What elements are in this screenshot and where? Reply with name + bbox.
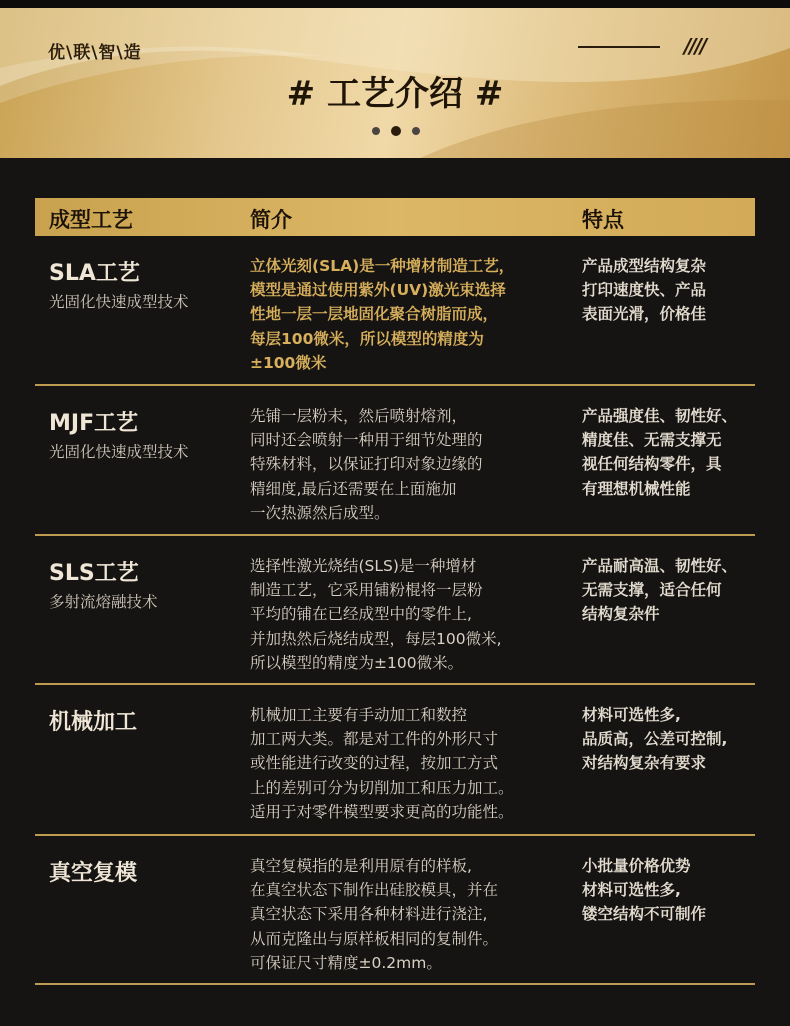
description-line: 在真空状态下制作出硅胶模具，并在 [250,881,499,900]
table-row [35,685,755,836]
decorative-slashes: //// [684,34,706,58]
process-name: 机械加工 [49,710,138,735]
description-line: 特殊材料，以保证打印对象边缘的 [250,455,483,474]
description-line: 每层100微米，所以模型的精度为 [250,329,484,348]
brand-name: 优\联\智\造 [48,43,142,63]
feature-line: 材料可选性多, [582,706,681,724]
description-line: 一次热源然后成型。 [250,503,390,522]
description-line: 精细度,最后还需要在上面施加 [250,479,457,498]
feature-line: 镂空结构不可制作 [582,905,707,924]
process-description [250,703,570,824]
process-features [582,703,762,776]
feature-line: 产品强度佳、韧性好、 [582,407,738,425]
feature-line: 小批量价格优势 [582,857,691,875]
carousel-dot-3[interactable] [412,127,420,135]
description-line: ±100微米 [250,353,327,372]
feature-line: 品质高，公差可控制, [582,730,728,749]
feature-line: 产品耐高温、韧性好、 [582,557,738,575]
description-line: 适用于对零件模型要求更高的功能性。 [250,802,514,821]
description-line: 制造工艺，它采用铺粉棍将一层粉 [250,581,483,600]
header-banner [0,8,790,158]
process-subtitle: 多射流熔融技术 [49,593,158,611]
description-line: 上的差别可分为切削加工和压力加工。 [250,778,514,797]
feature-line: 精度佳、无需支撑无 [582,431,722,450]
process-features [582,554,762,627]
description-line: 从而克隆出与原样板相同的复制件。 [250,929,499,948]
description-line: 立体光刻(SLA)是一种增材制造工艺， [250,257,515,275]
header-features: 特点 [582,208,624,232]
top-bar [0,0,790,8]
row-divider [35,983,755,985]
carousel-indicator[interactable] [370,126,430,136]
description-line: 选择性激光烧结(SLS)是一种增材 [250,557,477,575]
carousel-dot-1[interactable] [372,127,380,135]
table-row [35,836,755,985]
description-line: 并加热然后烧结成型，每层100微米, [250,629,502,648]
feature-line: 结构复杂件 [582,605,660,624]
feature-line: 有理想机械性能 [582,479,691,498]
description-line: 机械加工主要有手动加工和数控 [250,706,468,724]
description-line: 性地一层一层地固化聚合树脂而成， [250,305,499,324]
feature-line: 材料可选性多, [582,881,681,900]
feature-line: 无需支撑，适合任何 [582,581,722,600]
feature-line: 视任何结构零件，具 [582,455,722,474]
process-description [250,554,570,675]
feature-line: 对结构复杂有要求 [582,754,707,773]
process-description [250,404,570,525]
process-description [250,854,570,975]
description-line: 真空状态下采用各种材料进行浇注, [250,905,488,924]
process-name: 真空复模 [49,861,138,886]
table-header [35,198,755,236]
header-process: 成型工艺 [49,208,133,232]
description-line: 所以模型的精度为±100微米。 [250,653,464,672]
process-features [582,854,762,927]
description-line: 平均的铺在已经成型中的零件上, [250,605,472,624]
carousel-dot-2[interactable] [391,126,401,136]
header-intro: 简介 [250,208,292,232]
description-line: 加工两大类。都是对工件的外形尺寸 [250,730,499,749]
table-row [35,536,755,685]
feature-line: 表面光滑，价格佳 [582,305,707,324]
process-features [582,404,762,501]
process-features [582,254,762,327]
description-line: 先铺一层粉末，然后喷射熔剂， [250,407,468,425]
process-subtitle: 光固化快速成型技术 [49,443,189,461]
process-subtitle: 光固化快速成型技术 [49,293,189,311]
description-line: 同时还会喷射一种用于细节处理的 [250,431,483,450]
process-name: SLA工艺 [49,261,140,286]
table-row [35,386,755,536]
description-line: 真空复模指的是利用原有的样板, [250,857,472,875]
process-name: MJF工艺 [49,411,139,436]
description-line: 模型是通过使用紫外(UV)激光束选择 [250,281,506,300]
process-name: SLS工艺 [49,561,139,586]
page-title: # 工艺介绍 # [286,74,504,114]
description-line: 或性能进行改变的过程，按加工方式 [250,754,499,773]
decorative-line [578,46,660,48]
feature-line: 打印速度快、产品 [582,281,707,300]
table-row [35,236,755,386]
description-line: 可保证尺寸精度±0.2mm。 [250,953,442,972]
process-description [250,254,570,375]
feature-line: 产品成型结构复杂 [582,257,707,275]
